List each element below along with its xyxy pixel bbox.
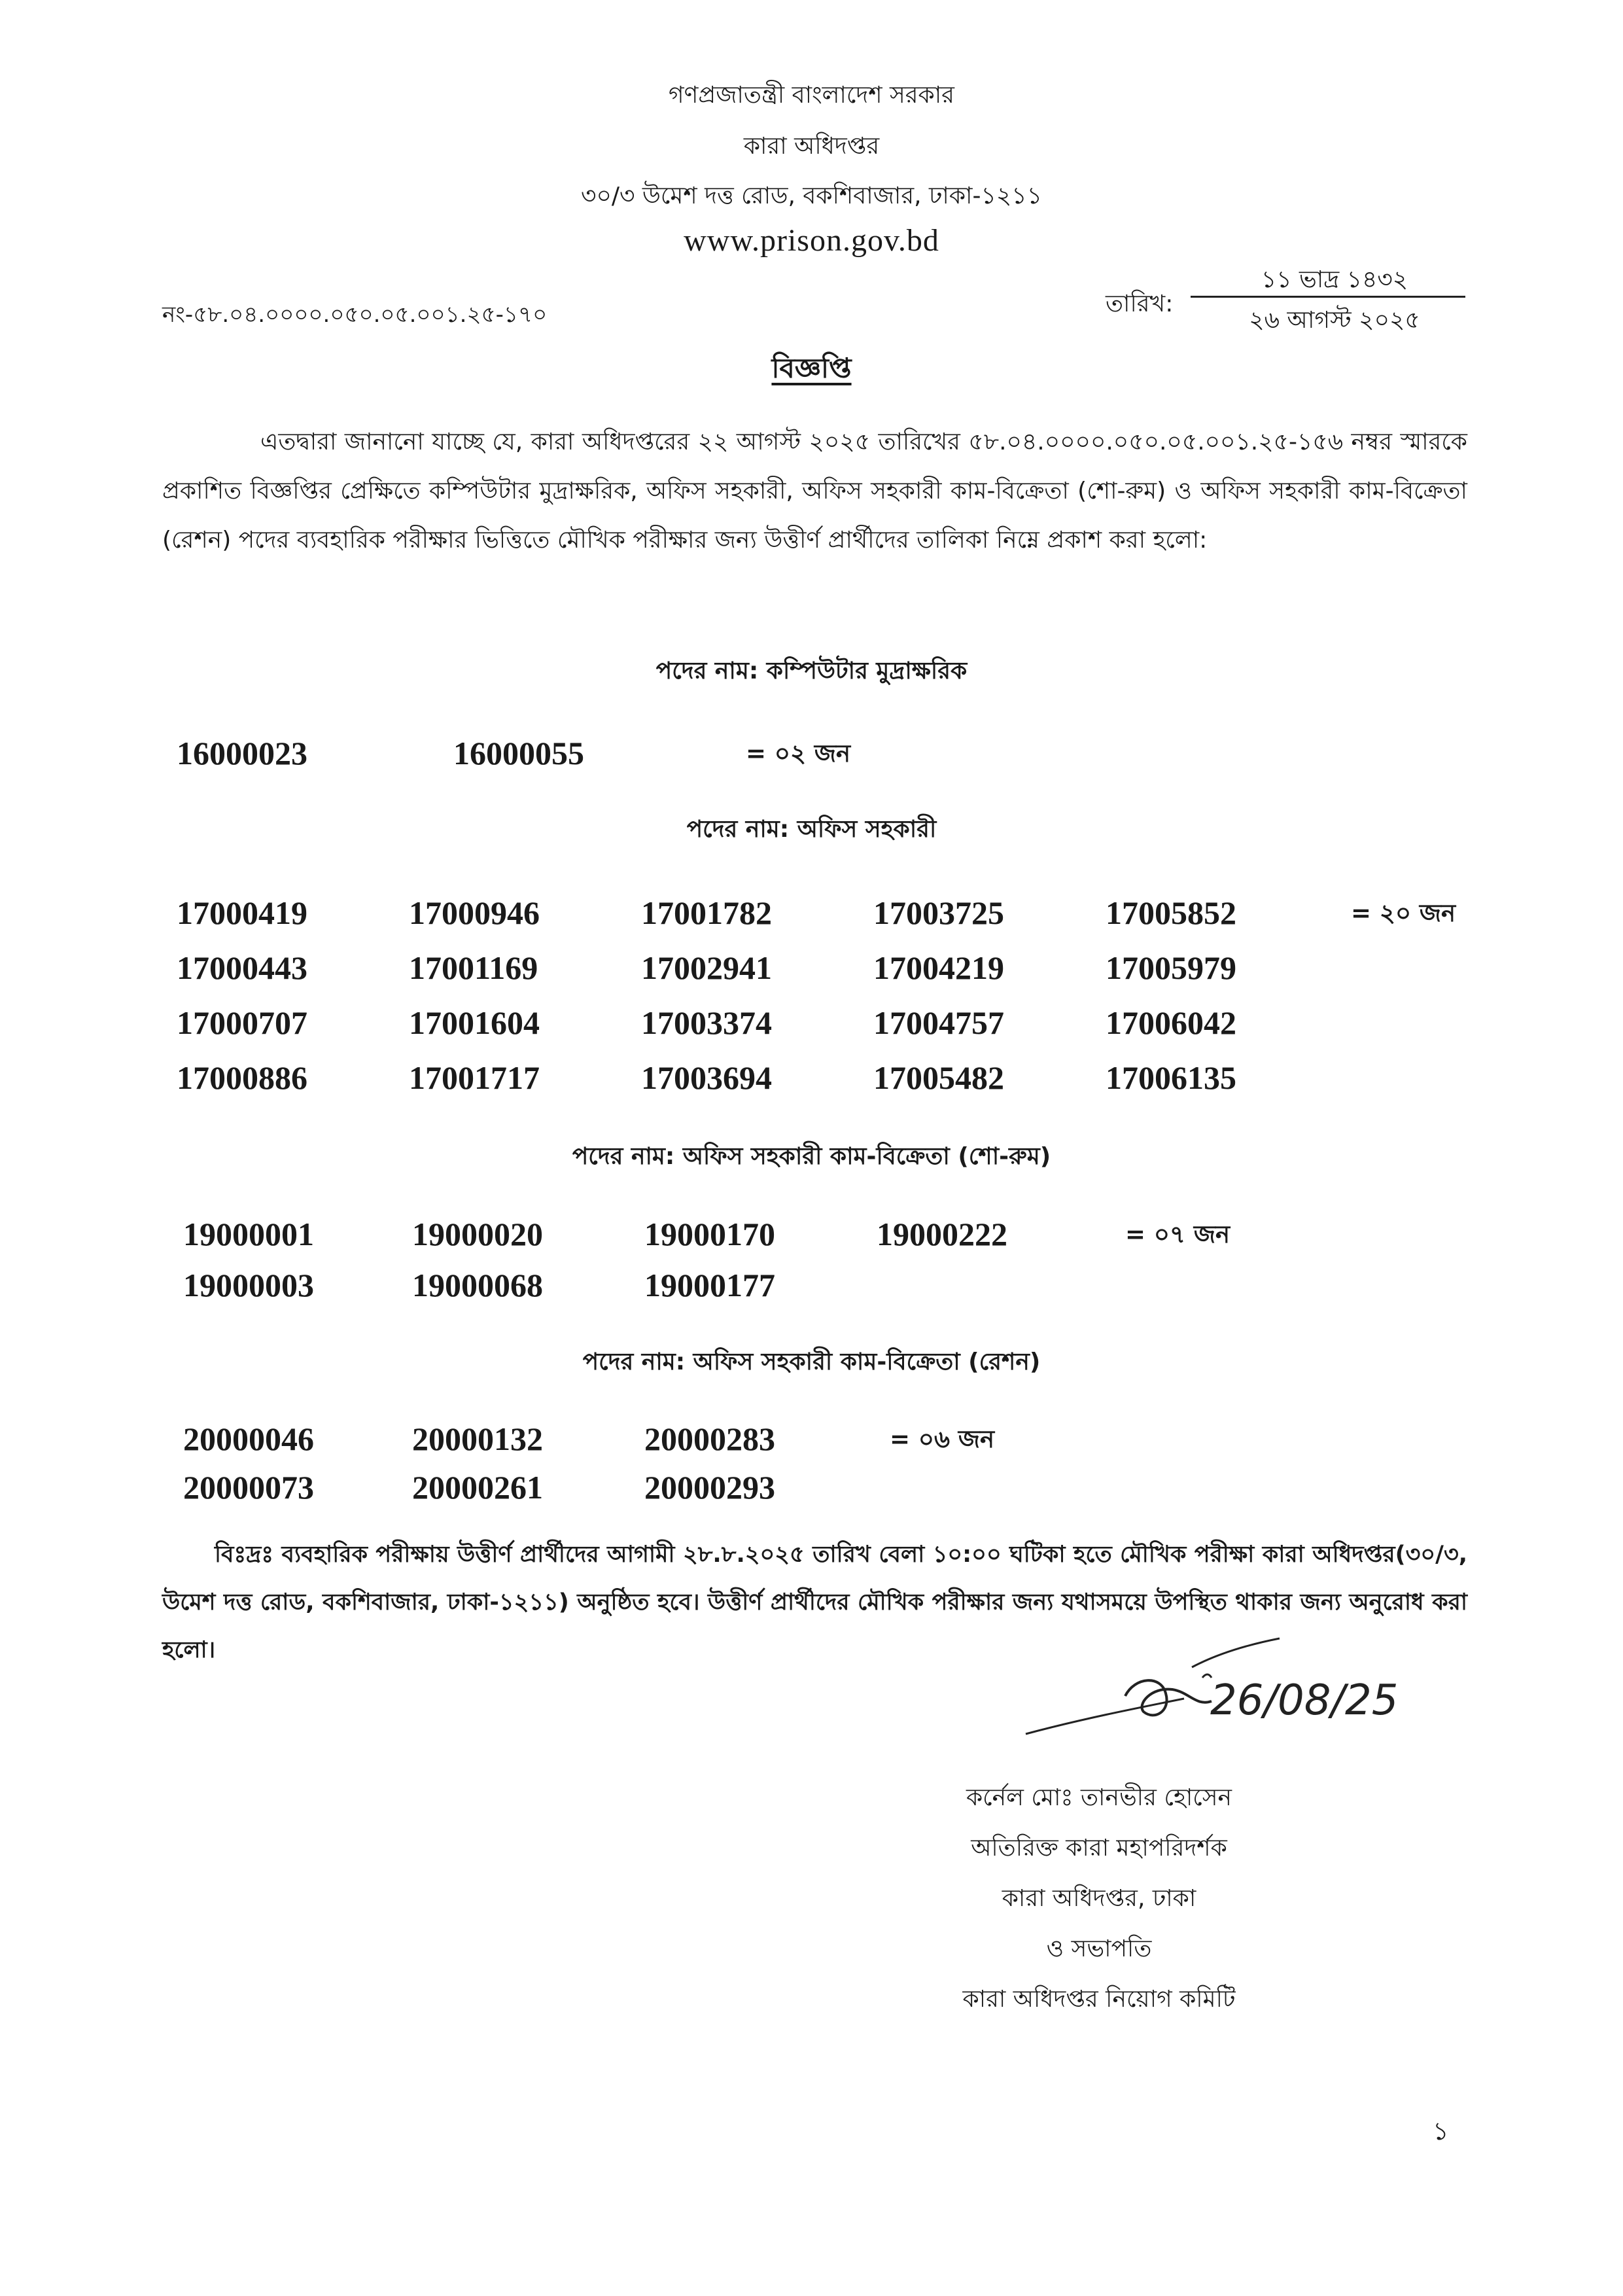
page-number: ১ [1433,2117,1449,2146]
body-text: এতদ্বারা জানানো যাচ্ছে যে, কারা অধিদপ্তরের ২২ আগস্ট ২০২৫ তারিখের ৫৮.০৪.০০০০.০৫০.০৫.০০১.২৫-১৫৬ নম্বর স্মারকে প্রকাশিত বিজ্ঞপ্তির প্রেক্ষিতে কম্পিউটার মুদ্রাক্ষরিক, অফিস সহকারী, অফিস সহকারী কাম-বিক্রেতা (শো-রুম) ও অফিস সহকারী কাম-বিক্রেতা (রেশন) পদের ব্যবহারিক পরীক্ষার ভিত্তিতে মৌখিক পরীক্ষার জন্য উত্তীর্ণ প্রার্থীদের তালিকা নিম্নে প্রকাশ করা হলো: [162,429,1467,554]
roll-number: 17003374 [641,1004,772,1041]
roll-number: 17006042 [1106,1004,1236,1041]
roll-number: 17005852 [1106,894,1236,931]
roll-number: 17001717 [409,1059,540,1096]
roll-number: 17000443 [177,949,307,986]
department-name: কারা অধিদপ্তর [743,133,880,160]
roll-number: 20000261 [412,1469,543,1506]
date-gregorian: ২৬ আগস্ট ২০২৫ [1249,307,1420,334]
roll-number: 17000419 [177,894,307,931]
date-bangla: ১১ ভাদ্র ১৪৩২ [1261,266,1408,293]
section-heading-showroom: পদের নাম: অফিস সহকারী কাম-বিক্রেতা (শো-রুম) [572,1143,1051,1170]
memo-number: নং-৫৮.০৪.০০০০.০৫০.০৫.০০১.২৫-১৭০ [162,302,548,328]
roll-number: 20000073 [183,1469,314,1506]
roll-number: 17001604 [409,1004,540,1041]
roll-number: 16000055 [453,735,584,771]
roll-number: 20000046 [183,1421,314,1457]
roll-number: 17000707 [177,1004,307,1041]
roll-number: 17002941 [641,949,772,986]
candidate-count: = ০২ জন [746,739,851,768]
roll-number: 16000023 [177,735,307,771]
date-label: তারিখ: [1106,291,1174,317]
website: www.prison.gov.bd [684,223,939,258]
roll-number: 17003725 [873,894,1004,931]
roll-number: 19000001 [183,1216,314,1252]
signature-date: 26/08/25 [1210,1676,1399,1725]
note-text: বিঃদ্রঃ ব্যবহারিক পরীক্ষায় উত্তীর্ণ প্রার্থীদের আগামী ২৮.৮.২০২৫ তারিখ বেলা ১০:০০ ঘটিকা হতে মৌখিক পরীক্ষা কারা অধিদপ্তর(৩০/৩, উমেশ দত্ত রোড, বকশিবাজার, ঢাকা-১২১১) অনুষ্ঠিত হবে। উত্তীর্ণ প্রার্থীদের মৌখিক পরীক্ষার জন্য যথাসময়ে উপস্থিত থাকার জন্য অনুরোধ করা হলো। [162,1542,1467,1663]
roll-number: 17001169 [409,949,538,986]
section-heading-office-assistant: পদের নাম: অফিস সহকারী [686,816,937,843]
roll-number: 17003694 [641,1059,772,1096]
roll-number: 19000003 [183,1267,314,1303]
candidate-count: = ২০ জন [1351,899,1456,927]
roll-number: 19000222 [877,1216,1007,1252]
notice-title-wrap [0,347,1623,393]
signatory-name: কর্নেল মোঃ তানভীর হোসেন [966,1784,1232,1811]
roll-number: 17000886 [177,1059,307,1096]
date-divider [1191,296,1465,298]
roll-number: 20000293 [644,1469,775,1506]
roll-number: 17005482 [873,1059,1004,1096]
committee-name: কারা অধিদপ্তর নিয়োগ কমিটি [962,1986,1236,2013]
candidate-count: = ০৬ জন [890,1425,995,1453]
body-paragraph [162,417,1467,565]
roll-number: 17006135 [1106,1059,1236,1096]
section-heading-ration: পদের নাম: অফিস সহকারী কাম-বিক্রেতা (রেশন) [582,1349,1041,1375]
roll-number: 17004757 [873,1004,1004,1041]
roll-number: 17000946 [409,894,540,931]
roll-number: 19000177 [644,1267,775,1303]
roll-number: 17005979 [1106,949,1236,986]
govt-name: গণপ্রজাতন্ত্রী বাংলাদেশ সরকার [668,82,954,109]
candidate-count: = ০৭ জন [1125,1220,1230,1248]
signatory-role: ও সভাপতি [1046,1935,1152,1962]
roll-number: 20000283 [644,1421,775,1457]
roll-number: 19000020 [412,1216,543,1252]
section-heading-computer-typist: পদের নাম: কম্পিউটার মুদ্রাক্ষরিক [655,658,968,684]
signatory-office: কারা অধিদপ্তর, ঢাকা [1002,1885,1196,1912]
notice-title: বিজ্ঞপ্তি [771,352,852,384]
handwritten-signature [1021,1636,1413,1760]
signatory-designation: অতিরিক্ত কারা মহাপরিদর্শক [971,1835,1227,1862]
roll-number: 20000132 [412,1421,543,1457]
roll-number: 17004219 [873,949,1004,986]
roll-number: 19000170 [644,1216,775,1252]
department-address: ৩০/৩ উমেশ দত্ত রোড, বকশিবাজার, ঢাকা-১২১১ [581,183,1042,209]
roll-number: 17001782 [641,894,772,931]
roll-number: 19000068 [412,1267,543,1303]
